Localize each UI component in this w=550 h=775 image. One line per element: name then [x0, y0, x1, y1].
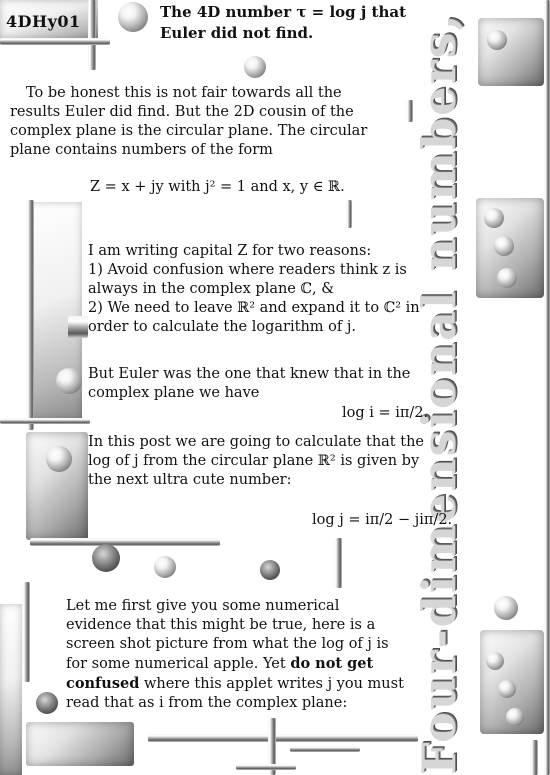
page-title: The 4D number τ = log j that Euler did not find.: [160, 3, 406, 42]
decor-bar: [290, 746, 360, 752]
post-tag: 4DHy01: [6, 12, 81, 31]
evidence-paragraph: [66, 597, 404, 713]
euler-paragraph: [88, 365, 418, 403]
post-text: In this post we are going to calculate that the log of j from the circular plane ℝ² is given by the next ultra cute number:: [88, 434, 424, 488]
intro-paragraph: [10, 84, 394, 160]
decor-ball: [497, 268, 517, 288]
side-title: Four-dimensional numbers,: [412, 12, 466, 775]
decor-bar: [530, 740, 538, 775]
evidence-text: [66, 597, 404, 713]
reasons-block: [88, 242, 452, 337]
decor-bar: [334, 538, 342, 588]
decor-bar: [236, 764, 296, 770]
decor-ball: [56, 368, 82, 394]
reasons-intro: I am writing capital Z for two reasons:: [88, 243, 372, 259]
bottom-left-panel: [0, 604, 22, 775]
decor-bar: [346, 200, 352, 228]
decor-bar: [68, 316, 88, 338]
reason-two: 2) We need to leave ℝ² and expand it to ℂ² in order to calculate the logarithm of j.: [88, 300, 420, 335]
decor-bar: [0, 38, 110, 45]
reason-one: 1) Avoid confusion where readers think z is always in the complex plane ℂ, &: [88, 262, 407, 297]
decor-bar: [544, 0, 550, 775]
decor-ball: [484, 208, 504, 228]
decor-ball: [92, 544, 120, 572]
decor-bar: [22, 582, 30, 682]
evidence-text-part-1: Let me first give you some numerical evidence that this might be true, here is a screen shot picture from what the log of j is for some numerical apple. Yet: [66, 598, 389, 672]
decor-ball: [244, 56, 266, 78]
equation-log-j: log j = iπ/2 − jiπ/2.: [312, 512, 453, 528]
decor-ball: [154, 556, 176, 578]
euler-text: But Euler was the one that knew that in the complex plane we have: [88, 366, 411, 401]
decor-ball: [118, 2, 148, 32]
decor-bar: [148, 734, 418, 742]
decor-ball: [260, 560, 280, 580]
decor-bar: [88, 0, 96, 70]
decor-ball: [506, 708, 524, 726]
decor-bar: [0, 418, 90, 424]
decor-ball: [487, 30, 507, 50]
evidence-text-part-2: where this applet writes j you must read that as i from the complex plane:: [66, 676, 404, 711]
decor-bar: [30, 538, 220, 546]
bottom-panel: [26, 722, 134, 766]
equation-circular-plane: Z = x + jy with j² = 1 and x, y ∈ ℝ.: [90, 179, 345, 195]
equation-log-i: log i = iπ/2.: [342, 405, 429, 421]
intro-text: To be honest this is not fair towards all the results Euler did find. But the 2D cousin of the complex plane is the circular plane. The circular plane contains numbers of the form: [10, 85, 368, 158]
decor-ball: [494, 236, 514, 256]
decor-ball: [494, 596, 518, 620]
decor-ball: [486, 652, 504, 670]
decor-ball: [46, 446, 72, 472]
decor-bar: [26, 200, 34, 430]
decor-ball: [36, 692, 58, 714]
decor-ball: [498, 680, 516, 698]
right-panel-top: [478, 18, 544, 86]
post-paragraph: [88, 433, 433, 490]
evidence-emphasis: do not get confused: [66, 655, 374, 692]
